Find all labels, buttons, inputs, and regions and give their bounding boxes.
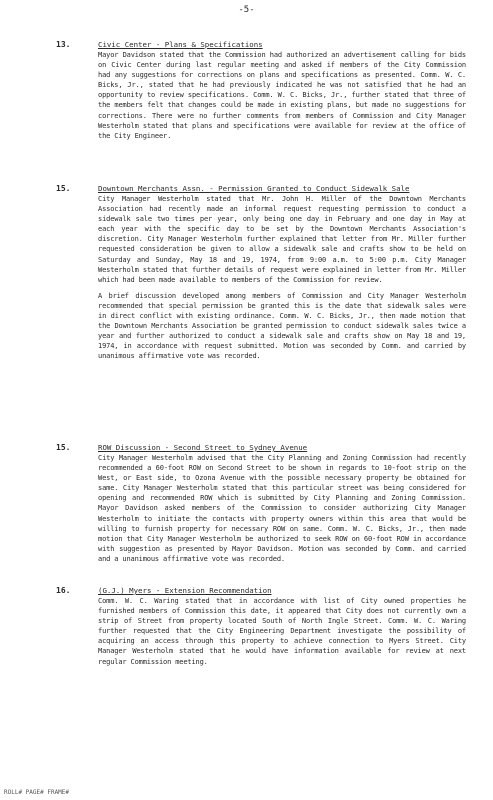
section-paragraph: Mayor Davidson stated that the Commission had authorized an advertisement calling for bids on Civic Center during last regular meeting and asked if members of the City Commission had any suggestions for corrections on plans and specifications as presented. Comm. W. C. Bicks, Jr., stated that he had previously indicated he was not satisfied that he had an opportunity to review specifications. Comm. W. C. Bicks, Jr., further stated that three of the members felt that changes could be made in existing plans, but made no suggestions for corrections. There were no further comments from members of Commission and City Manager Westerholm stated that plans and specifications were available for review at the office of the City Engineer. (98, 51, 466, 140)
section-paragraph: A brief discussion developed among members of Commission and City Manager Westerholm recommended that special permission be granted this is the date that sidewalk sales were in direct conflict with existing ordinance. Comm. W. C. Bicks, Jr., then made motion that the Downtown Merchants Association be granted permission to conduct sidewalk sales twice a year and further authorized to conduct a sidewalk sale and crafts show on May 18 and 19, 1974, in accordance with request submitted. Motion was seconded by Comm. and carried by unanimous affirmative vote was recorded. (98, 291, 466, 361)
section-title: Downtown Merchants Assn. - Permission Granted to Conduct Sidewalk Sale (98, 184, 410, 193)
section-paragraph: City Manager Westerholm advised that the City Planning and Zoning Commission had recently recommended a 60-foot ROW on Second Street to be shown in regards to 10-foot strip on the West, or East side, to Ozona Avenue with the possible necessary property be obtained for same. City Manager Westerholm stated that this particular street was being considered for opening and recommended ROW which is submitted by City Planning and Zoning Commission. Mayor Davidson asked members of the Commission to consider authorizing City Manager Westerholm to initiate the contacts with property owners within this area that would be willing to furnish property for necessary ROW on same. Comm. W. C. Bicks, Jr., then made motion that City Manager Westerholm be authorized to seek ROW on 60-foot ROW in accordance with suggestion as presented by Mayor Davidson. Motion was seconded by Comm. and carried and a unanimous affirmative vote was recorded. (98, 454, 466, 563)
section-myers-extension (56, 586, 466, 673)
section-row-discussion (56, 443, 466, 570)
microfilm-footer: ROLL# PAGE# FRAME# (4, 789, 70, 796)
section-number: 15. (56, 443, 71, 452)
page-number: -5- (238, 5, 255, 15)
section-title: Civic Center - Plans & Specifications (98, 40, 263, 49)
section-number: 16. (56, 586, 71, 595)
section-number: 13. (56, 40, 71, 49)
section-paragraph: City Manager Westerholm stated that Mr. John H. Miller of the Downtown Merchants Association had recently made an informal request requesting permission to conduct a sidewalk sale two times per year, only being one day in February and one day in May at each year with the specific day to be set by the Downtown Merchants Association's discretion. City Manager Westerholm further explained that letter from Mr. Miller further requested consideration be given to allow a sidewalk sale and crafts show to be held on Saturday and Sunday, May 18 and 19, 1974, from 9:00 a.m. to 5:00 p.m. City Manager Westerholm stated that further details of request were explained in letter from Mr. Miller which had been made available to members of the Commission for review. (98, 195, 466, 284)
section-number: 15. (56, 184, 71, 193)
section-title: ROW Discussion - Second Street to Sydney Avenue (98, 443, 308, 452)
section-13 (56, 40, 466, 147)
section-paragraph: Comm. W. C. Waring stated that in accordance with list of City owned properties he furnished members of Commission this date, it appeared that City does not currently own a strip of Street from property located South of North Ingle Street. Comm. W. C. Waring further requested that the City Engineering Department investigate the possibility of acquiring an access through this property to achieve connection to Myers Street. City Manager Westerholm stated that he would have information available for review at next regular Commission meeting. (98, 597, 466, 666)
section-title: (G.J.) Myers - Extension Recommendation (98, 586, 272, 595)
section-sidewalk-sale (56, 184, 466, 368)
